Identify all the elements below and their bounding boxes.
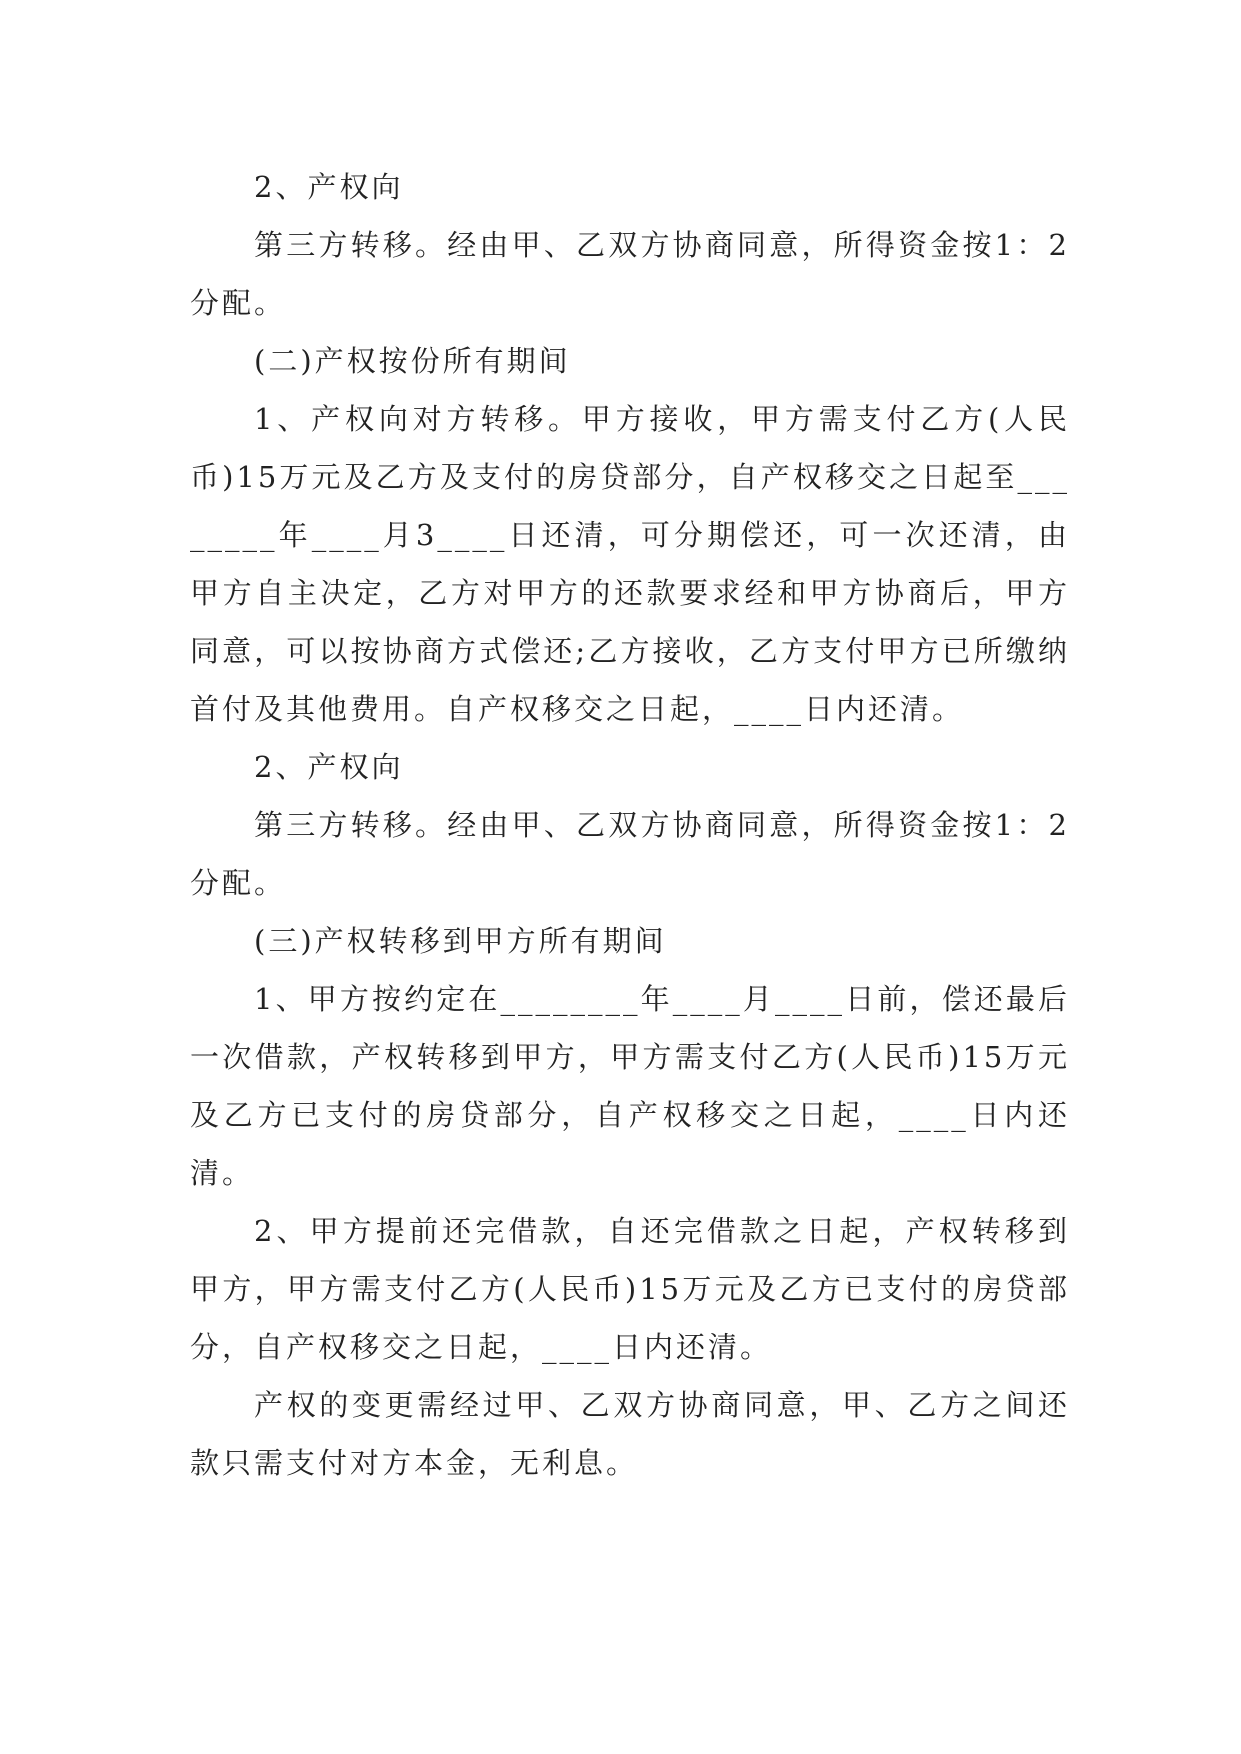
section-heading: (三)产权转移到甲方所有期间: [254, 924, 667, 958]
section-heading: (二)产权按份所有期间: [254, 344, 571, 378]
paragraph: 2、甲方提前还完借款，自还完借款之日起，产权转移到甲方，甲方需支付乙方(人民币)15万元及乙方已支付的房贷部分，自产权移交之日起，____日内还清。: [190, 1214, 1070, 1364]
paragraph: 1、产权向对方转移。甲方接收，甲方需支付乙方(人民币)15万元及乙方及支付的房贷部分，自产权移交之日起至________年____月3____日还清，可分期偿还，可一次还清，由甲方自主决定，乙方对甲方的还款要求经和甲方协商后，甲方同意，可以按协商方式偿还;乙方接收，乙方支付甲方已所缴纳首付及其他费用。自产权移交之日起，____日内还清。: [190, 402, 1070, 726]
document-body: [190, 158, 1070, 1492]
section-heading: 2、产权向: [254, 750, 404, 784]
paragraph: 第三方转移。经由甲、乙双方协商同意，所得资金按1：2分配。: [190, 808, 1070, 900]
paragraph: 产权的变更需经过甲、乙双方协商同意，甲、乙方之间还款只需支付对方本金，无利息。: [190, 1388, 1070, 1480]
paragraph: 1、甲方按约定在________年____月____日前，偿还最后一次借款，产权转移到甲方，甲方需支付乙方(人民币)15万元及乙方已支付的房贷部分，自产权移交之日起，____日内还清。: [190, 982, 1070, 1190]
paragraph: 第三方转移。经由甲、乙双方协商同意，所得资金按1：2分配。: [190, 228, 1070, 320]
section-heading: 2、产权向: [254, 170, 404, 204]
